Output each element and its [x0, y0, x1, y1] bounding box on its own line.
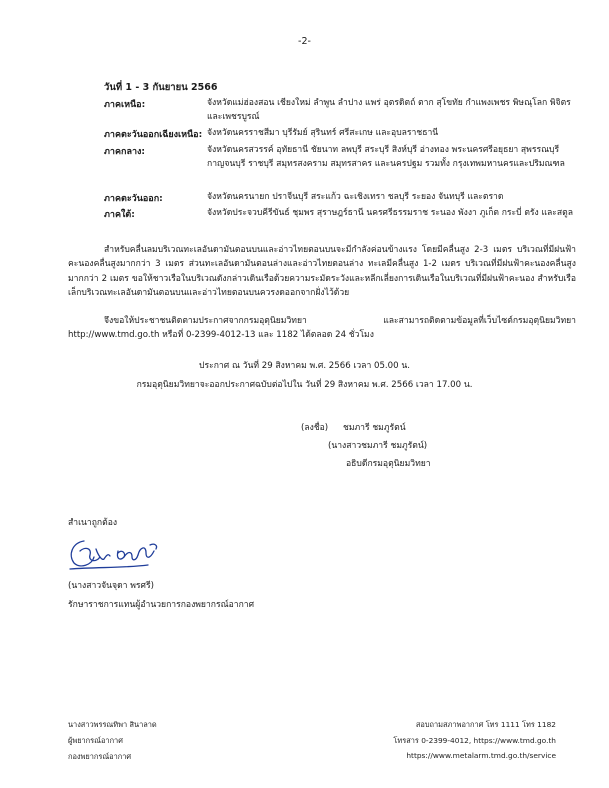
- copy-signer-position: รักษาราชการแทนผู้อำนวยการกองพยากรณ์อากาศ: [68, 600, 255, 610]
- footer-forecaster-title: ผู้พยากรณ์อากาศ: [68, 736, 123, 745]
- follow-up-paragraph: จึงขอให้ประชาชนติดตามประกาศจากกรมอุตุนิยมวิทยา และสามารถติดตามข้อมูลที่เว็บไซต์กรมอุตุนิยมวิทยา http://www.tmd.go.th หรือที่ 0-2399-4012-13 และ 1182 ได้ตลอด 24 ชั่วโมง: [68, 316, 576, 341]
- region-label: ภาคกลาง:: [104, 147, 146, 157]
- region-provinces: จังหวัดแม่ฮ่องสอน เชียงใหม่ ลำพูน ลำปาง แพร่ อุตรดิตถ์ ตาก สุโขทัย กำแพงเพชร พิษณุโลก พิจิตร และเพชรบูรณ์: [207, 98, 571, 122]
- page-number: -2-: [298, 36, 311, 47]
- region-label: ภาคตะวันออกเฉียงเหนือ:: [104, 130, 203, 140]
- signatory-position: อธิบดีกรมอุตุนิยมวิทยา: [346, 459, 431, 469]
- region-provinces: จังหวัดนครนายก ปราจีนบุรี สระแก้ว ฉะเชิงเทรา ชลบุรี ระยอง จันทบุรี และตราด: [207, 192, 504, 202]
- footer-inquiry-phone: สอบถามสภาพอากาศ โทร 1111 โทร 1182: [415, 720, 556, 729]
- region-label: ภาคใต้:: [104, 210, 135, 220]
- footer-service-url: https://www.metalarm.tmd.go.th/service: [406, 751, 556, 760]
- region-label: ภาคตะวันออก:: [104, 194, 163, 204]
- copy-certified-label: สำเนาถูกต้อง: [68, 518, 118, 528]
- footer-division: กองพยากรณ์อากาศ: [68, 752, 132, 761]
- next-announcement: กรมอุตุนิยมวิทยาจะออกประกาศฉบับต่อไปใน วันที่ 29 สิงหาคม พ.ศ. 2566 เวลา 17.00 น.: [136, 380, 473, 390]
- signed-prefix: (ลงชื่อ): [301, 423, 329, 433]
- copy-signer-name: (นางสาวจันจุดา พรศรี): [68, 581, 154, 591]
- forecast-date-heading: วันที่ 1 - 3 กันยายน 2566: [104, 82, 218, 93]
- handwritten-signature: [66, 537, 166, 573]
- region-provinces: จังหวัดประจวบคีรีขันธ์ ชุมพร สุราษฎร์ธานี นครศรีธรรมราช ระนอง พังงา ภูเก็ต กระบี่ ตรัง และสตูล: [207, 208, 573, 218]
- signatory-full-name: (นางสาวชมภารี ชมภูรัตน์): [328, 441, 428, 451]
- footer-forecaster-name: นางสาวพรรณทิพา สินาลาด: [68, 720, 157, 729]
- signed-name: ชมภารี ชมภูรัตน์: [343, 423, 406, 433]
- region-provinces: จังหวัดนครราชสีมา บุรีรัมย์ สุรินทร์ ศรีสะเกษ และอุบลราชธานี: [207, 128, 439, 138]
- region-provinces: จังหวัดนครสวรรค์ อุทัยธานี ชัยนาท ลพบุรี สระบุรี สิงห์บุรี อ่างทอง พระนครศรีอยุธยา สุพรรณบุรี กาญจนบุรี ราชบุรี สมุทรสงคราม สมุทรสาคร และนครปฐม รวมทั้ง กรุงเทพมหานครและปริมณฑล: [207, 145, 565, 169]
- announcement-time: ประกาศ ณ วันที่ 29 สิงหาคม พ.ศ. 2566 เวลา 05.00 น.: [199, 361, 410, 371]
- wave-warning-paragraph: สำหรับคลื่นลมบริเวณทะเลอันดามันตอนบนและอ่าวไทยตอนบนจะมีกำลังค่อนข้างแรง โดยมีคลื่นสูง 2-3 เมตร บริเวณที่มีฝนฟ้าคะนองคลื่นสูงมากกว่า 3 เมตร ส่วนทะเลอันดามันตอนล่างและอ่าวไทยตอนล่าง ทะเลมีคลื่นสูง 1-2 เมตร บริเวณที่มีฝนฟ้าคะนองคลื่นสูงมากกว่า 2 เมตร ขอให้ชาวเรือในบริเวณดังกล่าวเดินเรือด้วยความระมัดระวังและหลีกเลี่ยงการเดินเรือในบริเวณที่มีฝนฟ้าคะนอง สำหรับเรือเล็กบริเวณทะเลอันดามันตอนบนและอ่าวไทยตอนบนควรงดออกจากฝั่งไว้ด้วย: [68, 245, 576, 299]
- region-label: ภาคเหนือ:: [104, 100, 146, 110]
- footer-fax-website: โทรสาร 0-2399-4012, https://www.tmd.go.th: [393, 736, 556, 745]
